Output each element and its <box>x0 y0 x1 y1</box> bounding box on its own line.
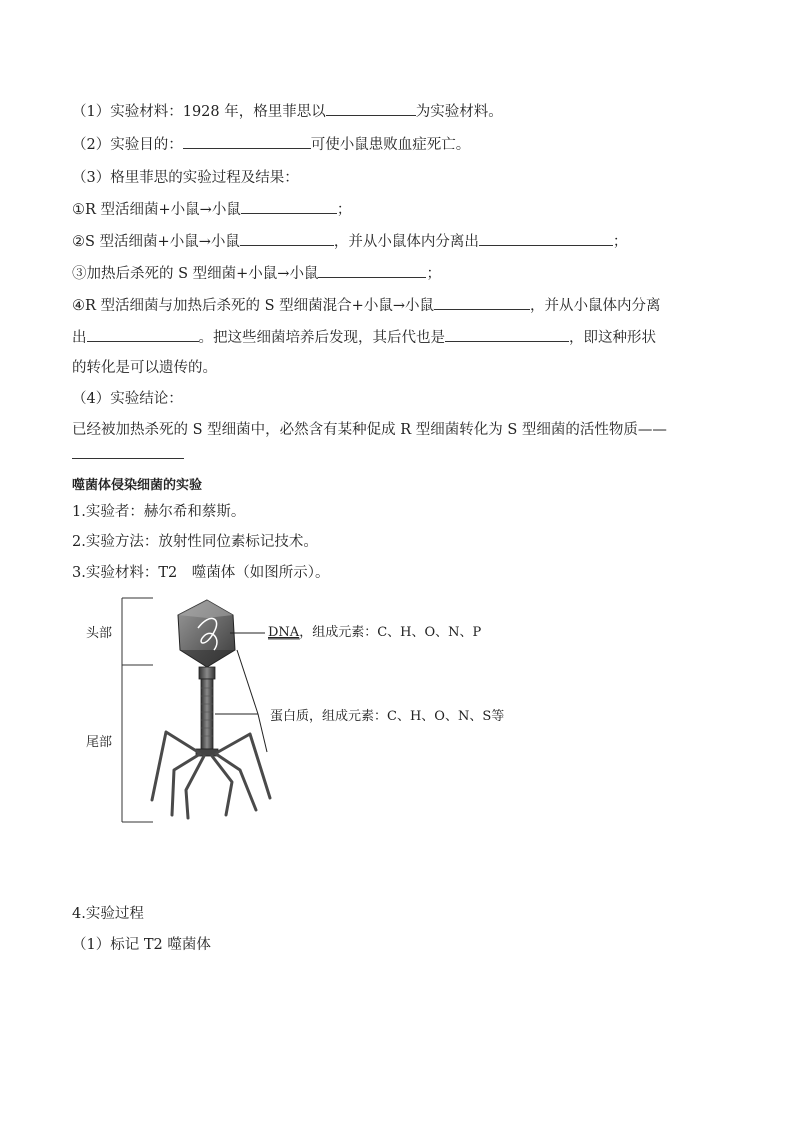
phage-head <box>178 600 235 667</box>
head-label: 头部 <box>86 626 113 641</box>
dna-annotation <box>268 624 482 640</box>
line-label-phage: （1）标记 T2 噬菌体 <box>72 937 211 953</box>
line-process-title: （3）格里菲思的实验过程及结果： <box>72 170 299 186</box>
line-step-4-cont: 出 。把这些细菌培养后发现，其后代也是 ，即这种形状 <box>72 330 656 346</box>
line-step-4: ④R 型活细菌与加热后杀死的 S 型细菌混合+小鼠→小鼠 ，并从小鼠体内分离 <box>72 298 661 314</box>
tail-label: 尾部 <box>86 735 113 750</box>
line-step-4-end: 的转化是可以遗传的。 <box>72 360 217 376</box>
line-method: 2.实验方法：放射性同位素标记技术。 <box>72 534 318 550</box>
line-process: 4.实验过程 <box>72 906 144 922</box>
line-step-2: ②S 型活细菌+小鼠→小鼠 ，并从小鼠体内分离出 ； <box>72 234 628 250</box>
line-material: （1）实验材料：1928 年，格里菲思以 为实验材料。 <box>72 104 503 120</box>
line-step-3: ③加热后杀死的 S 型细菌+小鼠→小鼠 ； <box>72 266 441 282</box>
line-conclusion-title: （4）实验结论： <box>72 391 183 407</box>
bracket <box>122 598 153 822</box>
line-materials: 3.实验材料：T2 噬菌体（如图所示）。 <box>72 565 330 581</box>
protein-label: 蛋白质，组成元素：C、H、O、N、S等 <box>270 709 505 724</box>
line-researchers: 1.实验者：赫尔希和蔡斯。 <box>72 504 246 520</box>
section-heading: 噬菌体侵染细菌的实验 <box>72 478 203 493</box>
line-conclusion: 已经被加热杀死的 S 型细菌中，必然含有某种促成 R 型细菌转化为 S 型细菌的活性物质—— <box>72 422 667 438</box>
line-purpose: （2）实验目的： 可使小鼠患败血症死亡。 <box>72 137 471 153</box>
line-step-1: ①R 型活细菌+小鼠→小鼠 ； <box>72 202 352 218</box>
dna-elements: ，组成元素：C、H、O、N、P <box>299 625 482 640</box>
phage-tail <box>196 667 218 756</box>
dna-label: DNA <box>268 625 300 640</box>
